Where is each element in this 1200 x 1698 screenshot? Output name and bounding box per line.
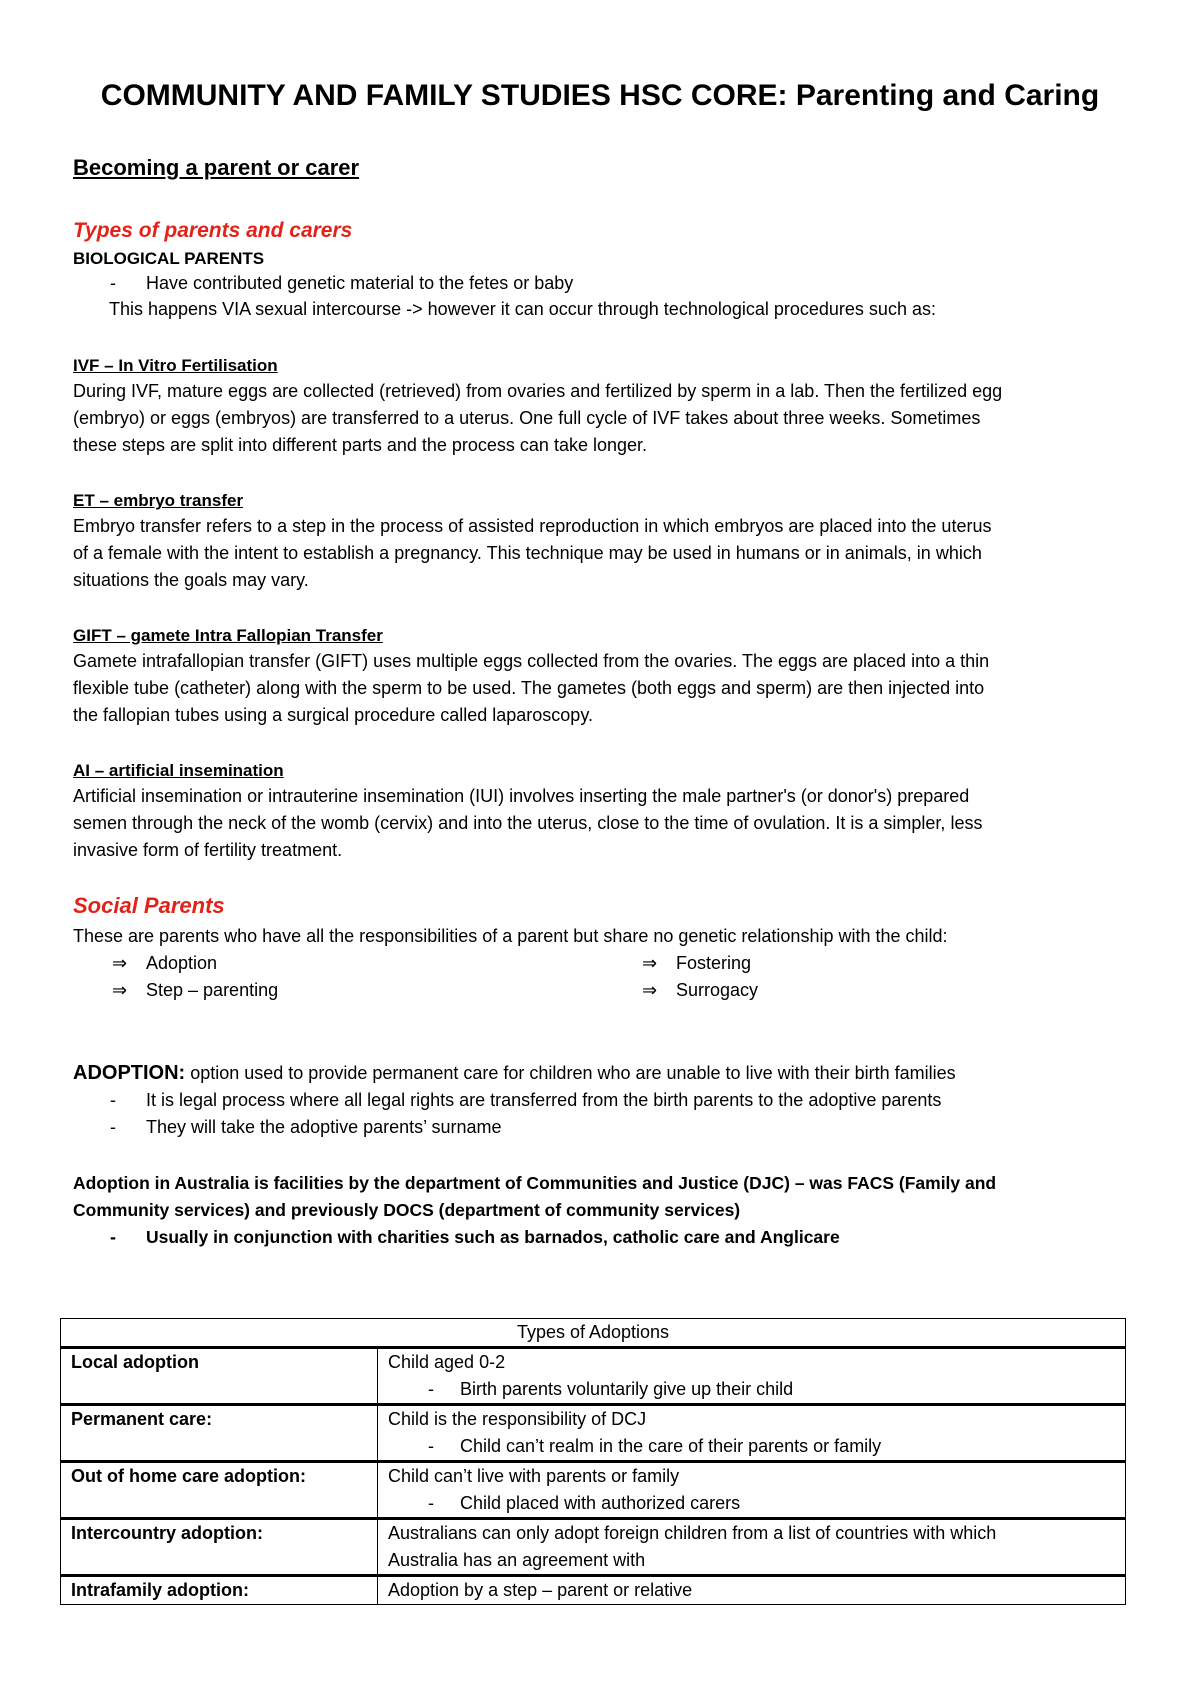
table-row	[61, 1519, 1126, 1576]
bullet-dash: -	[110, 1090, 116, 1110]
bullet-dash: -	[428, 1493, 434, 1513]
table-row-label: Out of home care adoption:	[61, 1462, 378, 1519]
et-line: of a female with the intent to establish a pregnancy. This technique may be used in humans or in animals, in which	[73, 543, 982, 563]
page-title: COMMUNITY AND FAMILY STUDIES HSC CORE: Parenting and Caring	[100, 79, 1100, 112]
table-row-sub	[388, 1490, 1115, 1517]
social-item: Fostering	[676, 953, 752, 973]
table-row-content	[378, 1519, 1126, 1576]
table-header-row	[61, 1319, 1126, 1348]
social-item: Surrogacy	[676, 980, 759, 1000]
social-heading: Social Parents	[73, 893, 225, 918]
table-row-label: Intercountry adoption:	[61, 1519, 378, 1576]
table-row-main: Australians can only adopt foreign children from a list of countries with which	[388, 1523, 997, 1543]
arrow-icon: ⇒	[112, 953, 128, 973]
adoption-definition-text: option used to provide permanent care for children who are unable to live with their birth families	[185, 1063, 956, 1083]
table-header: Types of Adoptions	[61, 1319, 1126, 1348]
table-row	[61, 1405, 1126, 1462]
ai-heading: AI – artificial insemination	[73, 761, 284, 780]
gift-line: Gamete intrafallopian transfer (GIFT) uses multiple eggs collected from the ovaries. The eggs are placed into a thin	[73, 651, 990, 671]
adoptions-table	[60, 1318, 1126, 1605]
table-row-sub	[388, 1433, 1115, 1460]
table-row-main: Child can’t live with parents or family	[388, 1466, 680, 1486]
et-heading: ET – embryo transfer	[73, 491, 244, 510]
arrow-icon: ⇒	[642, 953, 658, 973]
table-row-main: Child is the responsibility of DCJ	[388, 1409, 647, 1429]
ivf-heading: IVF – In Vitro Fertilisation	[73, 356, 278, 375]
biological-bullet: Have contributed genetic material to the fetes or baby	[146, 273, 574, 293]
ai-line: Artificial insemination or intrauterine insemination (IUI) involves inserting the male partner's (or donor's) prepared	[73, 786, 970, 806]
ai-line: semen through the neck of the womb (cervix) and into the uterus, close to the time of ovulation. It is a simpler, less	[73, 813, 983, 833]
social-item: Step – parenting	[146, 980, 279, 1000]
ivf-line: (embryo) or eggs (embryos) are transferred to a uterus. One full cycle of IVF takes about three weeks. Sometimes	[73, 408, 981, 428]
table-row-content	[378, 1576, 1126, 1605]
table-row-sub	[388, 1376, 1115, 1403]
adoption-bullet: They will take the adoptive parents’ surname	[146, 1117, 502, 1137]
bullet-dash: -	[428, 1379, 434, 1399]
et-line: Embryo transfer refers to a step in the process of assisted reproduction in which embryos are placed into the uterus	[73, 516, 992, 536]
table-row-main: Child aged 0-2	[388, 1352, 506, 1372]
ivf-line: these steps are split into different parts and the process can take longer.	[73, 435, 648, 455]
arrow-icon: ⇒	[112, 980, 128, 1000]
biological-note: This happens VIA sexual intercourse -> however it can occur through technological procedures such as:	[109, 299, 936, 319]
gift-heading: GIFT – gamete Intra Fallopian Transfer	[73, 626, 383, 645]
table-row-content	[378, 1348, 1126, 1405]
social-intro: These are parents who have all the responsibilities of a parent but share no genetic relationship with the child:	[73, 926, 948, 946]
table-row-label: Intrafamily adoption:	[61, 1576, 378, 1605]
adoption-label: ADOPTION:	[73, 1062, 186, 1084]
social-item: Adoption	[146, 953, 218, 973]
table-row-sub-text: Birth parents voluntarily give up their child	[460, 1379, 794, 1399]
australia-line: Community services) and previously DOCS (department of community services)	[73, 1200, 741, 1220]
ai-line: invasive form of fertility treatment.	[73, 840, 343, 860]
australia-bullet: Usually in conjunction with charities such as barnados, catholic care and Anglicare	[146, 1227, 840, 1247]
adoption-definition	[73, 1060, 956, 1087]
arrow-icon: ⇒	[642, 980, 658, 1000]
bullet-dash: -	[110, 1227, 116, 1247]
bullet-dash: -	[110, 1117, 116, 1137]
table-row	[61, 1576, 1126, 1605]
biological-label: BIOLOGICAL PARENTS	[73, 249, 265, 268]
et-line: situations the goals may vary.	[73, 570, 309, 590]
section-heading: Becoming a parent or carer	[73, 155, 360, 180]
table-row-main: Adoption by a step – parent or relative	[388, 1580, 693, 1600]
types-heading: Types of parents and carers	[73, 219, 353, 242]
bullet-dash: -	[428, 1436, 434, 1456]
table-row-sub-text: Child placed with authorized carers	[460, 1493, 741, 1513]
table-row-content	[378, 1462, 1126, 1519]
table-row-sub-text: Child can’t realm in the care of their parents or family	[460, 1436, 882, 1456]
bullet-dash: -	[110, 273, 116, 293]
table-row	[61, 1462, 1126, 1519]
gift-line: flexible tube (catheter) along with the sperm to be used. The gametes (both eggs and sperm) are then injected into	[73, 678, 985, 698]
adoption-bullet: It is legal process where all legal rights are transferred from the birth parents to the adoptive parents	[146, 1090, 942, 1110]
gift-line: the fallopian tubes using a surgical procedure called laparoscopy.	[73, 705, 593, 725]
table-row-content	[378, 1405, 1126, 1462]
table-row-label: Permanent care:	[61, 1405, 378, 1462]
australia-line: Adoption in Australia is facilities by the department of Communities and Justice (DJC) – was FACS (Family and	[73, 1173, 997, 1193]
table-row-label: Local adoption	[61, 1348, 378, 1405]
table-row-main-cont: Australia has an agreement with	[388, 1550, 646, 1570]
table-row	[61, 1348, 1126, 1405]
ivf-line: During IVF, mature eggs are collected (retrieved) from ovaries and fertilized by sperm in a lab. Then the fertilized egg	[73, 381, 1003, 401]
